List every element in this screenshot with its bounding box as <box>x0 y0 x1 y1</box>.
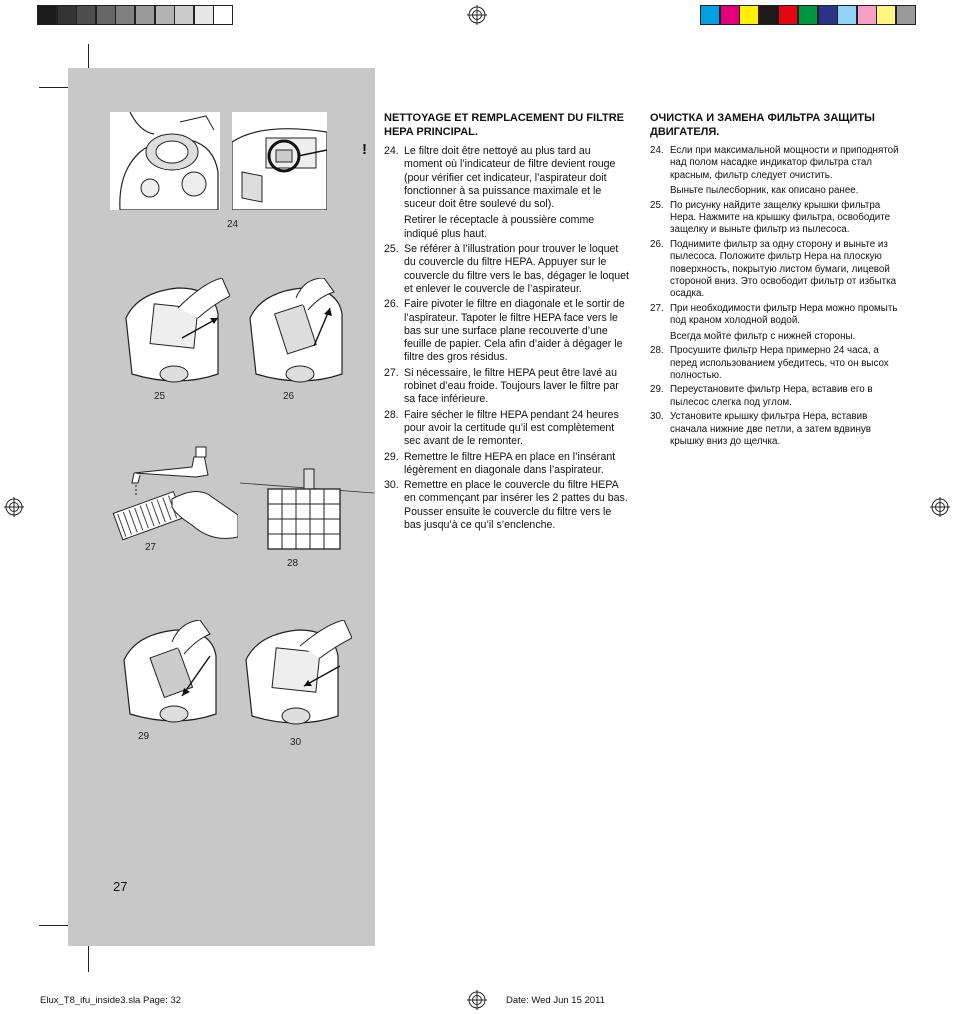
russian-heading: ОЧИСТКА И ЗАМЕНА ФИЛЬТРА ЗАЩИТЫ ДВИГАТЕЛЯ. <box>650 112 875 138</box>
registration-mark-icon <box>4 497 24 517</box>
color-swatch <box>818 5 838 25</box>
instruction-step <box>384 145 630 241</box>
figure-26-filter-removal-illustration <box>244 278 354 390</box>
instruction-step <box>650 239 900 301</box>
step-number: 24. <box>384 145 399 157</box>
step-number: 30. <box>384 479 399 492</box>
step-text: При необходимости фильтр Нера можно промыть под краном холодной водой. <box>670 302 898 327</box>
instruction-step <box>384 479 630 532</box>
color-swatch <box>700 5 720 25</box>
gray-swatch <box>135 5 155 25</box>
gray-swatch <box>155 5 175 25</box>
step-number: 26. <box>650 238 664 250</box>
instruction-step <box>650 411 900 448</box>
figure-number: 26 <box>283 391 295 402</box>
registration-mark-icon <box>467 5 487 25</box>
step-text: Faire sécher le filtre HEPA pendant 24 heures pour avoir la certitude qu’il est complètement sec avant de le remonter. <box>404 408 619 448</box>
color-swatch <box>798 5 818 25</box>
color-swatch <box>876 5 896 25</box>
step-number: 29. <box>384 450 399 463</box>
step-number: 25. <box>384 243 399 256</box>
footer-date: Date: Wed Jun 15 2011 <box>506 995 605 1006</box>
figure-29-filter-insertion-illustration <box>118 620 230 730</box>
figure-24b-filter-indicator-illustration <box>232 112 327 210</box>
registration-mark-icon <box>467 990 487 1010</box>
gray-swatch <box>174 5 194 25</box>
figure-28-filter-drying-illustration <box>240 459 374 555</box>
color-swatch <box>837 5 857 25</box>
step-text: Если при максимальной мощности и приподнятой над полом насадке индикатор фильтра стал красным, фильтр следует очистить. <box>670 145 899 181</box>
instruction-step <box>384 298 630 364</box>
gray-swatch <box>37 5 57 25</box>
step-text: По рисунку найдите защелку крышки фильтра Нера. Нажмите на крышку фильтра, освободите защелку и выньте фильтр из пылесоса. <box>670 199 891 236</box>
color-swatch <box>739 5 759 25</box>
footer-file-info: Elux_T8_ifu_inside3.sla Page: 32 <box>40 995 182 1006</box>
step-text: Поднимите фильтр за одну сторону и выньте из пылесоса. Положите фильтр Нера на плоскую поверхность, покрытую листом бумаги, лицевой стороной вниз. Это освободит фильтр от избытка осадка. <box>670 238 897 300</box>
registration-mark-icon <box>930 497 950 517</box>
gray-swatch <box>96 5 116 25</box>
step-text: Выньте пылесборник, как описано ранее. <box>670 185 859 197</box>
step-text: Remettre en place le couvercle du filtre HEPA en commençant par insérer les 2 pattes du bas. Pousser ensuite le couvercle du filtre vers le bas jusqu’à ce qu’il s’enclenche. <box>404 479 628 532</box>
figure-27-filter-washing-illustration <box>112 445 238 545</box>
color-swatch <box>896 5 916 25</box>
step-text: Просушите фильтр Нера примерно 24 часа, а перед использованием убедитесь, что он высох полностью. <box>670 345 889 381</box>
step-text: Переустановите фильтр Нера, вставив его в пылесос слегка под углом. <box>670 384 873 408</box>
russian-step-list <box>650 145 900 448</box>
figure-number: 29 <box>138 731 150 742</box>
color-swatch <box>720 5 740 25</box>
warning-mark: ! <box>362 141 367 158</box>
figure-number: 25 <box>154 391 166 402</box>
step-number: 28. <box>384 408 399 421</box>
instruction-step <box>384 243 630 296</box>
step-text: Установите крышку фильтра Нера, вставив сначала нижние две петли, а затем вдвинув крышку вниз до щелчка. <box>670 411 871 447</box>
step-number: 25. <box>650 199 664 211</box>
instruction-step <box>384 367 630 407</box>
french-step-list <box>384 145 630 532</box>
figure-24a-vacuum-top-illustration <box>110 112 220 210</box>
instruction-step <box>650 200 900 237</box>
figure-30-cover-replacement-illustration <box>240 620 352 732</box>
french-instructions <box>384 111 630 534</box>
step-number: 28. <box>650 345 664 357</box>
figure-number: 27 <box>145 542 157 553</box>
gray-swatch <box>213 5 233 25</box>
step-text: Le filtre doit être nettoyé au plus tard au moment où l’indicateur de filtre devient rouge (pour vérifier cet indicateur, l’aspirateur doit fonctionner à sa puissance maximale et le suceur doit être soulevé du sol). <box>404 145 616 211</box>
step-number: 30. <box>650 411 664 423</box>
step-number: 27. <box>384 366 399 379</box>
step-number: 27. <box>650 302 664 314</box>
step-number: 24. <box>650 145 664 156</box>
figure-number: 28 <box>287 558 299 569</box>
instruction-step <box>650 384 900 409</box>
step-text: Si nécessaire, le filtre HEPA peut être lavé au robinet d’eau froide. Toujours laver le filtre par sa face inférieure. <box>404 366 619 406</box>
instruction-step <box>650 345 900 382</box>
gray-swatch <box>194 5 214 25</box>
instruction-step <box>384 409 630 449</box>
instruction-step <box>650 145 900 198</box>
instruction-step <box>650 303 900 343</box>
step-text: Всегда мойте фильтр с нижней стороны. <box>670 330 856 342</box>
color-swatch <box>857 5 877 25</box>
instruction-step <box>384 451 630 478</box>
step-text: Se référer à l’illustration pour trouver le loquet du couvercle du filtre HEPA. Appuyer sur le couvercle du filtre vers le bas, dégager le loquet et enlever le couvercle de l’aspirateur. <box>404 243 629 295</box>
page-number: 27 <box>113 879 128 894</box>
step-number: 26. <box>384 298 399 311</box>
step-text: Faire pivoter le filtre en diagonale et le sortir de l’aspirateur. Tapoter le filtre HEPA face vers le bas sur une surface plane recouverte d’une feuille de papier. Cela afin d’aider à dégager le filtre des gros résidus. <box>404 298 625 364</box>
french-heading: NETTOYAGE ET REMPLACEMENT DU FILTRE HEPA PRINCIPAL. <box>384 112 624 138</box>
gray-swatch <box>76 5 96 25</box>
figure-25-vacuum-cover-illustration <box>118 278 230 390</box>
color-swatch <box>759 5 779 25</box>
gray-swatch <box>57 5 77 25</box>
figure-number: 30 <box>290 737 302 748</box>
step-text: Retirer le réceptacle à poussière comme indiqué plus haut. <box>404 214 595 240</box>
gray-swatch <box>115 5 135 25</box>
step-text: Remettre le filtre HEPA en place en l’insérant légèrement en diagonale dans l’aspirateur. <box>404 450 616 476</box>
figure-number: 24 <box>227 219 239 230</box>
step-number: 29. <box>650 384 664 396</box>
russian-instructions <box>650 111 900 450</box>
color-swatch <box>778 5 798 25</box>
